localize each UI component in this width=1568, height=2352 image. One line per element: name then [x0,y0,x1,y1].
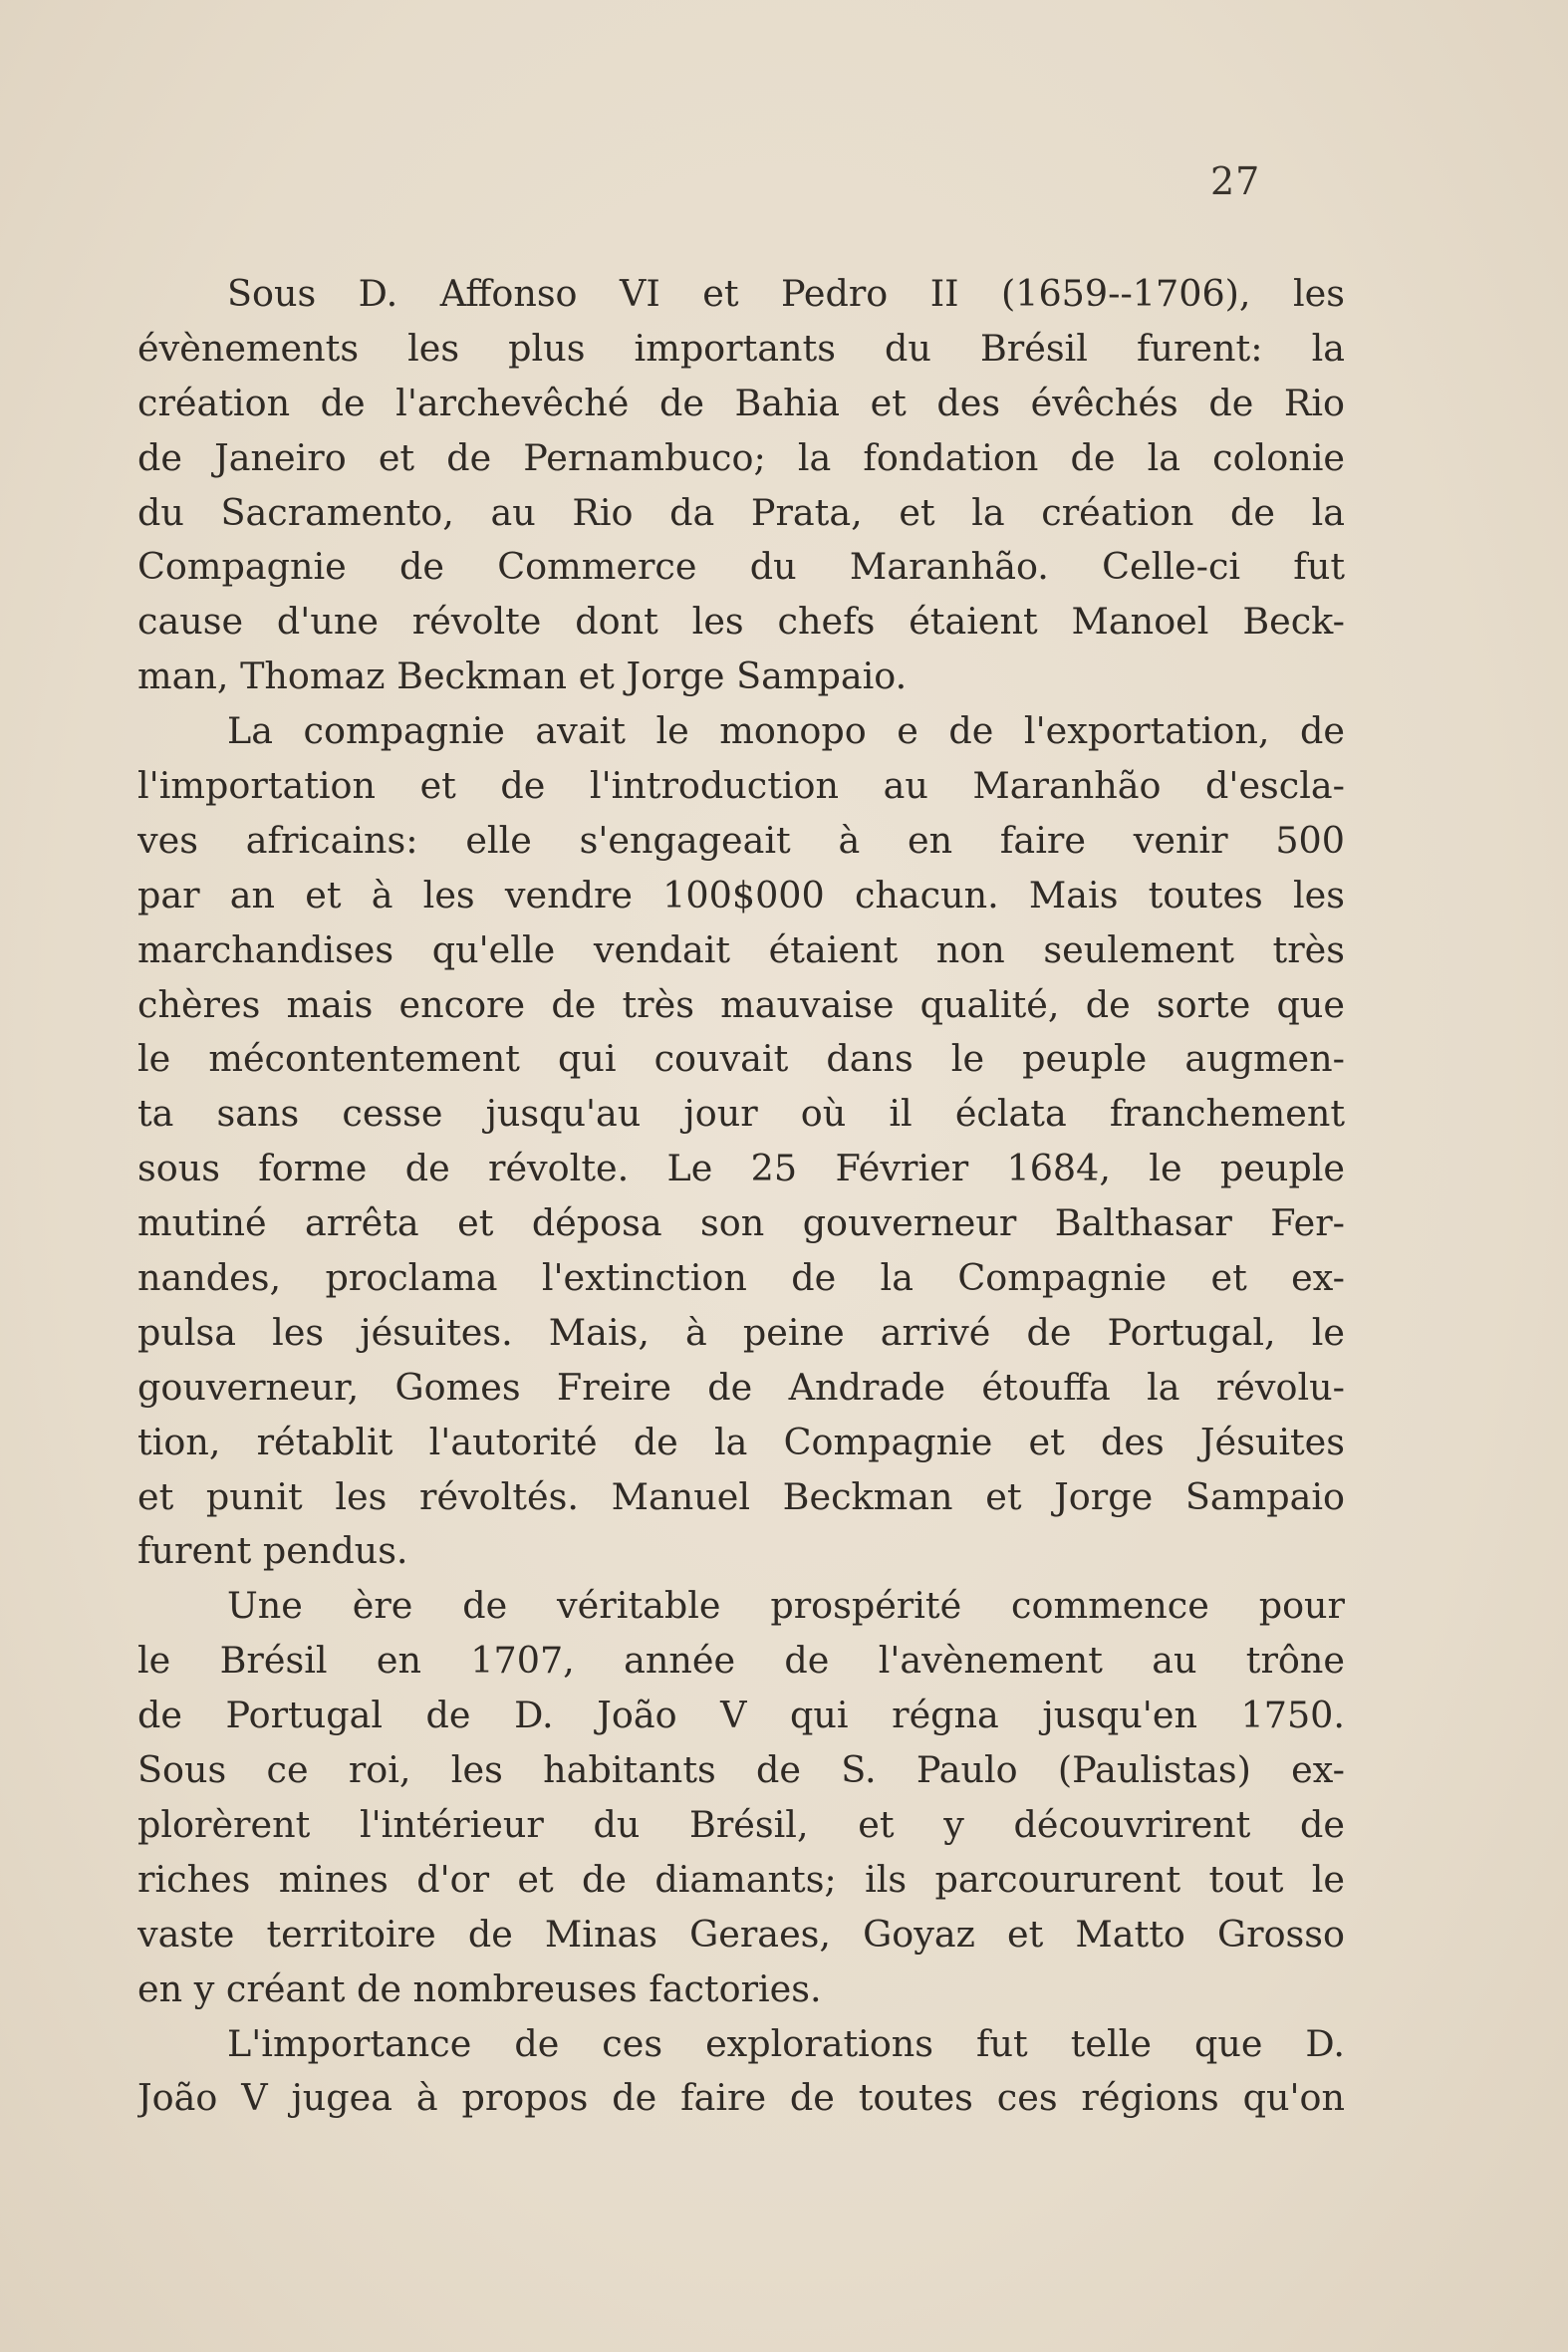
text-line: création de l'archevêché de Bahia et des évêchés de Rio [137,381,1345,424]
text-line: furent pendus. [137,1529,408,1573]
text-line: nandes, proclama l'extinction de la Compagnie et ex- [137,1256,1345,1300]
text-line: le mécontentement qui couvait dans le peuple augmen- [137,1037,1345,1081]
text-line: Sous D. Affonso VI et Pedro II (1659--1706), les [227,272,1345,315]
text-line: pulsa les jésuites. Mais, à peine arrivé de Portugal, le [137,1310,1345,1354]
text-line: Compagnie de Commerce du Maranhão. Celle-ci fut [137,545,1345,589]
text-line: le Brésil en 1707, année de l'avènement au trône [137,1639,1345,1683]
text-line: plorèrent l'intérieur du Brésil, et y découvrirent de [137,1802,1345,1846]
text-line: du Sacramento, au Rio da Prata, et la création de la [137,490,1345,534]
page-number: 27 [1210,159,1261,203]
text-line: Sous ce roi, les habitants de S. Paulo (Paulistas) ex- [137,1748,1345,1792]
paragraph-2 [137,704,1345,1579]
text-line: gouverneur, Gomes Freire de Andrade étouffa la révolu- [137,1365,1345,1409]
text-line: riches mines d'or et de diamants; ils parcoururent tout le [137,1857,1345,1901]
text-line: par an et à les vendre 100$000 chacun. Mais toutes les [137,873,1345,916]
text-line: L'importance de ces explorations fut telle que D. [227,2021,1345,2065]
text-line: ta sans cesse jusqu'au jour où il éclata franchement [137,1092,1345,1136]
text-line: vaste territoire de Minas Geraes, Goyaz et Matto Grosso [137,1912,1345,1956]
text-line: marchandises qu'elle vendait étaient non seulement très [137,927,1345,971]
text-line: sous forme de révolte. Le 25 Février 1684, le peuple [137,1147,1345,1190]
paragraph-3 [137,1579,1345,2016]
text-line: évènements les plus importants du Brésil furent: la [137,326,1345,370]
text-line: de Portugal de D. João V qui régna jusqu'en 1750. [137,1694,1345,1737]
paragraph-4 [137,2017,1345,2127]
body-text [137,267,1345,2126]
text-line: cause d'une révolte dont les chefs étaient Manoel Beck- [137,600,1345,644]
text-line: mutiné arrêta et déposa son gouverneur Balthasar Fer- [137,1201,1345,1245]
paragraph-1 [137,267,1345,704]
text-line: tion, rétablit l'autorité de la Compagnie et des Jésuites [137,1420,1345,1463]
text-line: chères mais encore de très mauvaise qualité, de sorte que [137,982,1345,1026]
text-line: La compagnie avait le monopo e de l'exportation, de [227,709,1345,753]
text-line: et punit les révoltés. Manuel Beckman et Jorge Sampaio [137,1474,1345,1518]
text-line: l'importation et de l'introduction au Maranhão d'escla- [137,764,1345,808]
text-line: man, Thomaz Beckman et Jorge Sampaio. [137,654,908,698]
text-line: de Janeiro et de Pernambuco; la fondation de la colonie [137,435,1345,479]
text-line: ves africains: elle s'engageait à en faire venir 500 [137,818,1345,862]
text-line: João V jugea à propos de faire de toutes ces régions qu'on [137,2076,1345,2120]
text-line: Une ère de véritable prospérité commence pour [227,1584,1345,1628]
text-line: en y créant de nombreuses factories. [137,1966,822,2010]
